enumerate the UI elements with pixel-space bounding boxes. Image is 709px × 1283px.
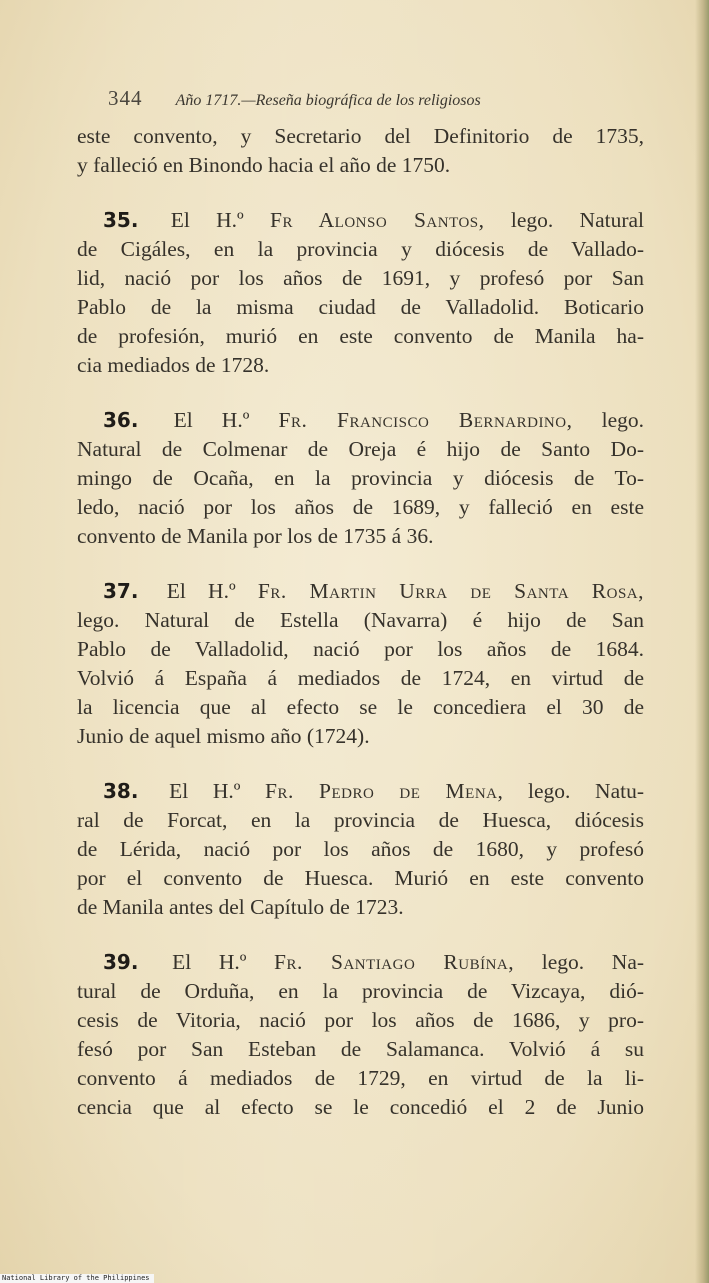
text-line: por el convento de Huesca. Murió en este convento (77, 866, 644, 890)
text-line: Pablo de Valladolid, nació por los años de 1684. (77, 637, 644, 661)
entry-37 (77, 577, 644, 751)
entry-name: Fr. Pedro de Mena, (265, 779, 504, 803)
entry-first-rest: lego. (601, 408, 645, 432)
entry-first-rest: lego. Na- (541, 950, 645, 974)
page-header (108, 86, 668, 112)
text-line: de Cigáles, en la provincia y diócesis de Vallado- (77, 237, 644, 261)
entry-name: Fr. Santiago Rubína, (274, 950, 515, 974)
entry-heading-line (77, 206, 644, 235)
entry-number: 37. (103, 579, 139, 603)
entry-heading-line (77, 948, 644, 977)
text-line: este convento, y Secretario del Definitorio de 1735, (77, 124, 644, 148)
page-body (77, 122, 644, 1122)
text-line: la licencia que al efecto se le concediera el 30 de (77, 695, 644, 719)
running-title: Año 1717.—Reseña biográfica de los religiosos (175, 92, 481, 109)
entry-39 (77, 948, 644, 1122)
entry-title-prefix: El H.º (170, 208, 244, 232)
text-line: Volvió á España á mediados de 1724, en virtud de (77, 666, 644, 690)
entry-name: Fr Alonso Santos, (270, 208, 485, 232)
entry-first-rest: lego. Natural (510, 208, 645, 232)
text-line: tural de Orduña, en la provincia de Vizcaya, dió- (77, 979, 644, 1003)
text-line: de Lérida, nació por los años de 1680, y profesó (77, 837, 644, 861)
page-number: 344 (108, 86, 143, 110)
entry-name: Fr. Martin Urra de Santa Rosa, (257, 579, 644, 603)
text-line: de profesión, murió en este convento de Manila ha- (77, 324, 644, 348)
text-line: convento de Manila por los de 1735 á 36. (77, 524, 434, 548)
text-line: cia mediados de 1728. (77, 353, 270, 377)
entry-first-rest: lego. Natu- (528, 779, 645, 803)
text-line: lid, nació por los años de 1691, y profesó por San (77, 266, 644, 290)
entry-36 (77, 406, 644, 551)
text-line: Junio de aquel mismo año (1724). (77, 724, 370, 748)
text-line: Pablo de la misma ciudad de Valladolid. Boticario (77, 295, 644, 319)
page-edge-shadow (695, 0, 709, 1283)
text-line: convento á mediados de 1729, en virtud de la li- (77, 1066, 644, 1090)
text-line: de Manila antes del Capítulo de 1723. (77, 895, 404, 919)
text-line: mingo de Ocaña, en la provincia y diócesis de To- (77, 466, 644, 490)
entry-heading-line (77, 577, 644, 606)
entry-heading-line (77, 777, 644, 806)
text-line: lego. Natural de Estella (Navarra) é hijo de San (77, 608, 644, 632)
entry-title-prefix: El H.º (169, 779, 241, 803)
entry-title-prefix: El H.º (166, 579, 236, 603)
entry-35 (77, 206, 644, 380)
text-line: fesó por San Esteban de Salamanca. Volvió á su (77, 1037, 644, 1061)
entry-number: 35. (103, 208, 139, 232)
continuation-paragraph (77, 122, 644, 180)
text-line: Natural de Colmenar de Oreja é hijo de Santo Do- (77, 437, 644, 461)
entry-number: 39. (103, 950, 139, 974)
library-watermark: National Library of the Philippines (0, 1274, 154, 1283)
text-line: ledo, nació por los años de 1689, y falleció en este (77, 495, 644, 519)
text-line: y falleció en Binondo hacia el año de 1750. (77, 153, 451, 177)
text-line: ral de Forcat, en la provincia de Huesca, diócesis (77, 808, 644, 832)
entry-38 (77, 777, 644, 922)
entry-title-prefix: El H.º (173, 408, 250, 432)
entry-heading-line (77, 406, 644, 435)
entry-number: 36. (103, 408, 139, 432)
entry-title-prefix: El H.º (172, 950, 247, 974)
text-line: cesis de Vitoria, nació por los años de 1686, y pro- (77, 1008, 644, 1032)
entry-number: 38. (103, 779, 139, 803)
entry-name: Fr. Francisco Bernardino, (278, 408, 573, 432)
text-line: cencia que al efecto se le concedió el 2 de Junio (77, 1095, 644, 1119)
